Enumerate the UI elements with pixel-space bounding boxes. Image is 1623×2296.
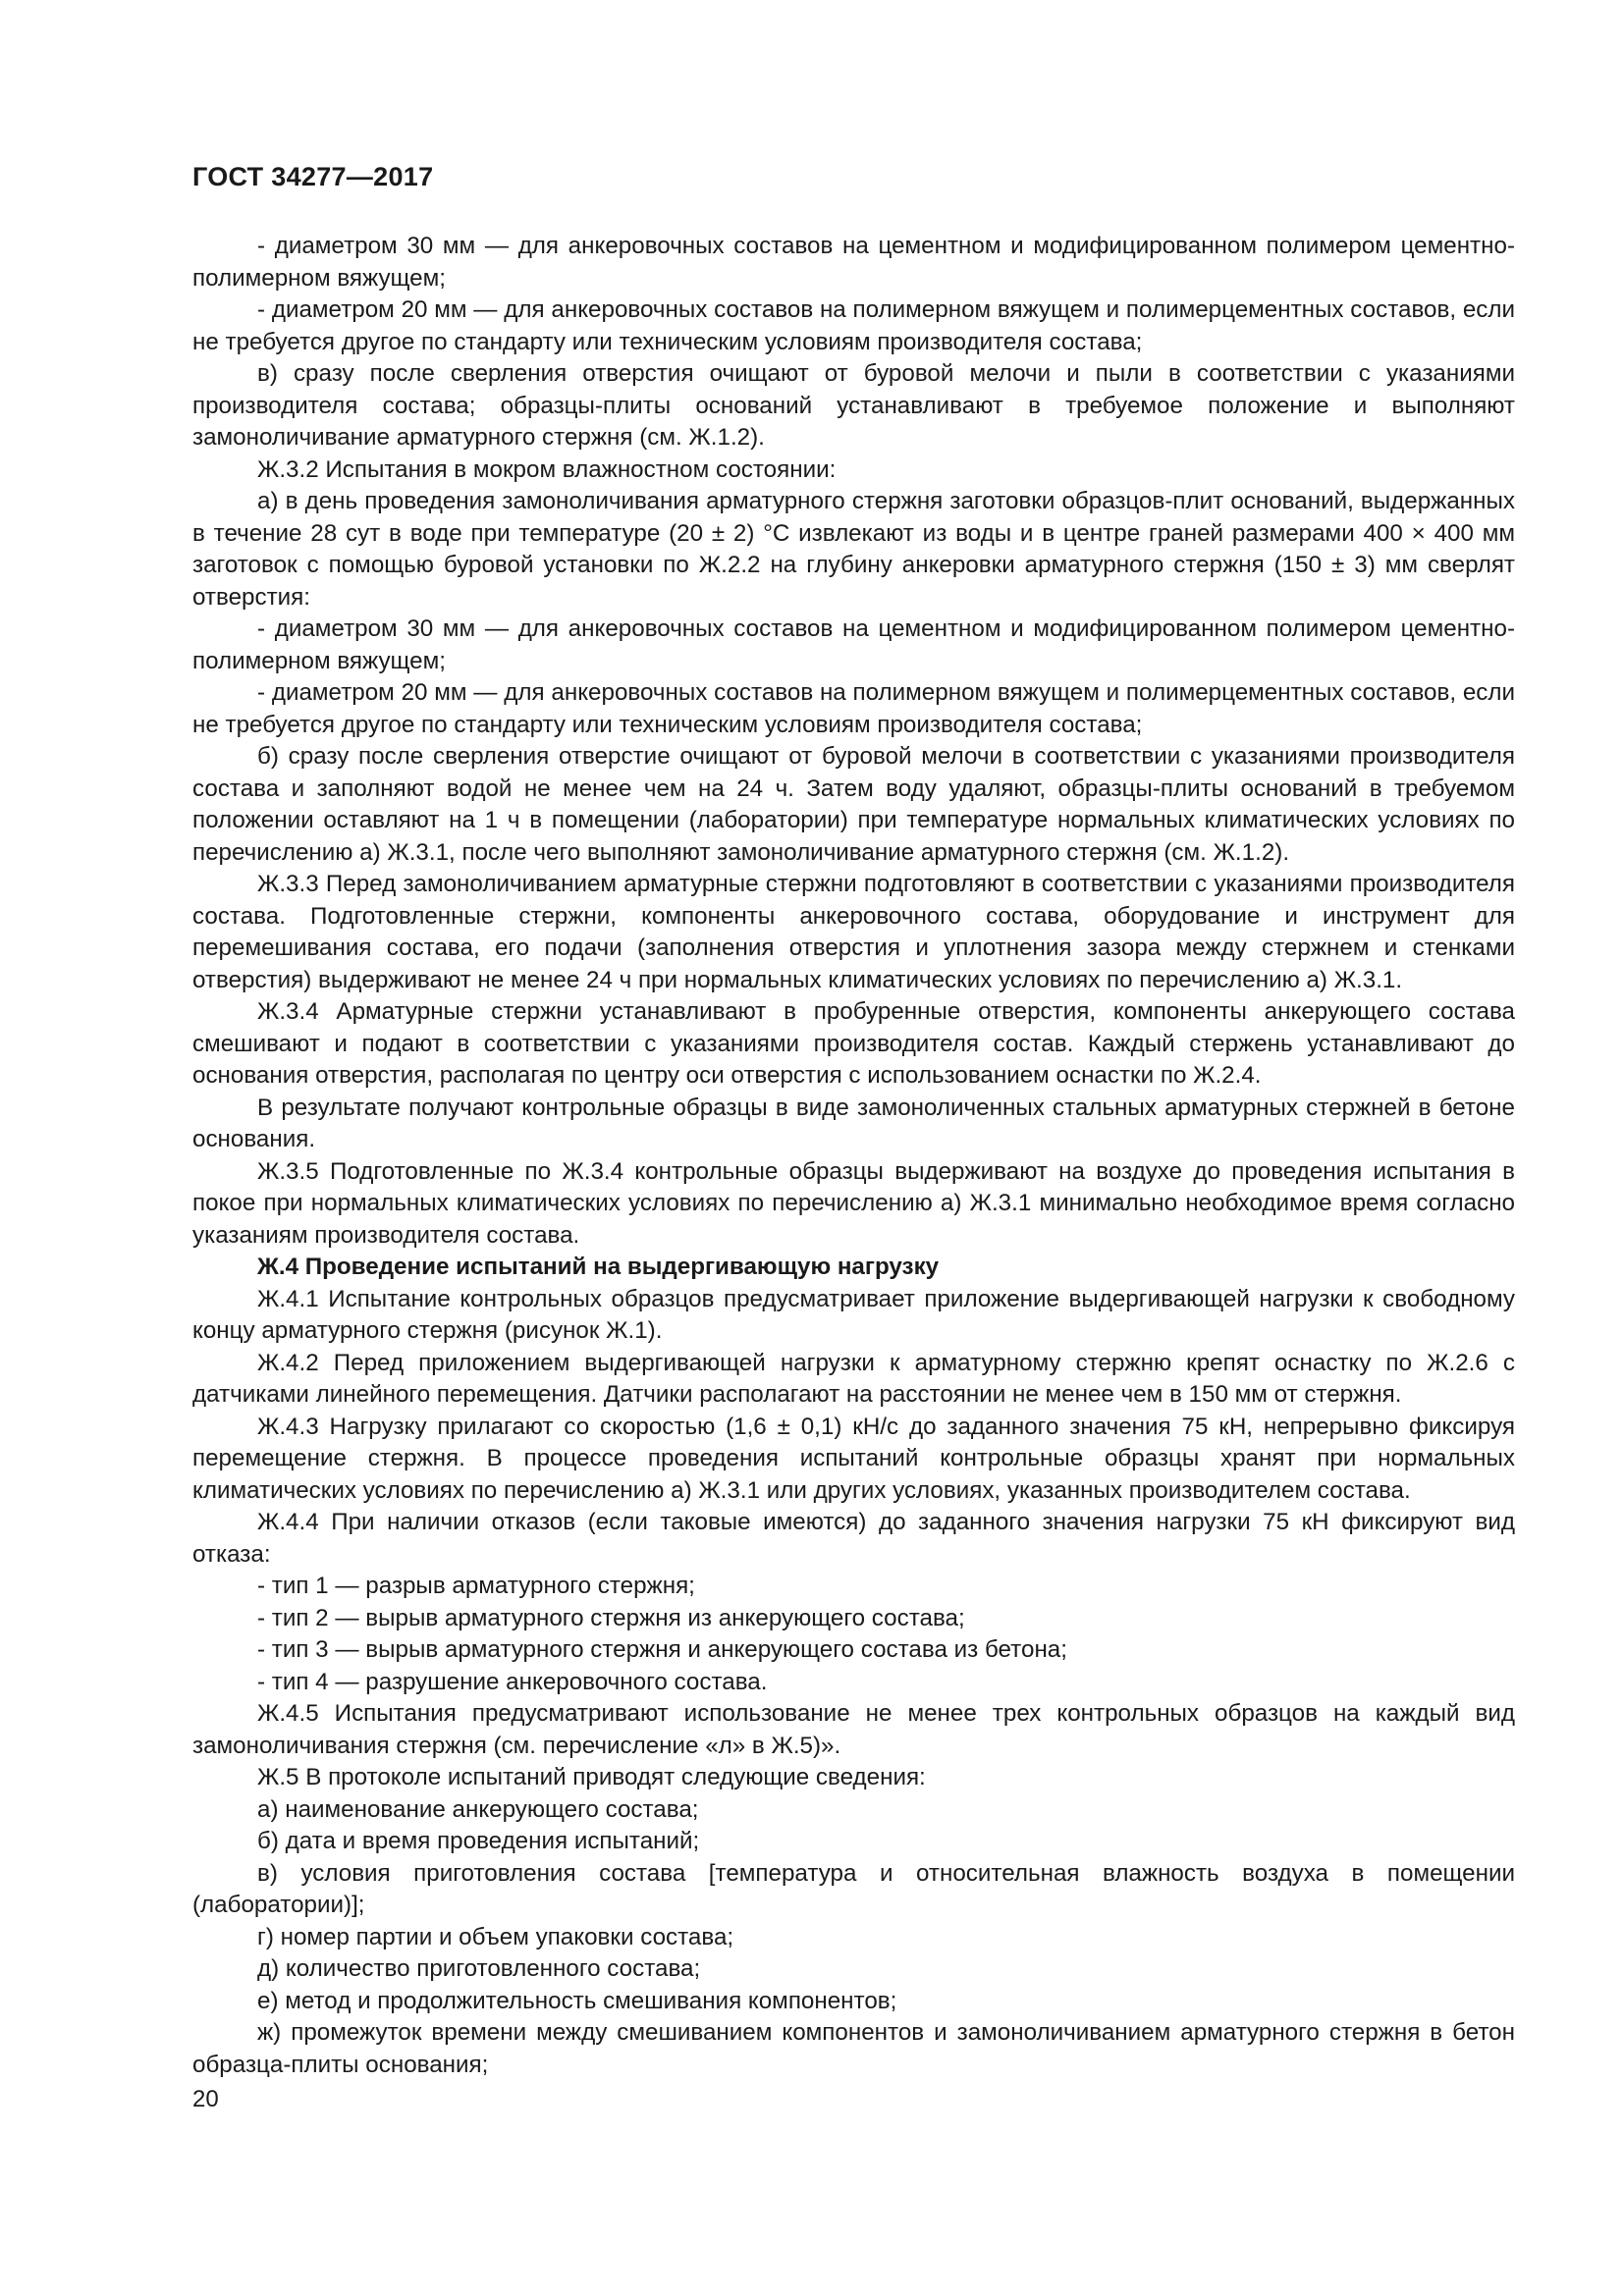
list-item: - тип 3 — вырыв арматурного стержня и анкерующего состава из бетона;: [257, 1636, 1067, 1663]
paragraph: В результате получают контрольные образцы в виде замоноличенных стальных арматурных стержней в бетоне основания.: [192, 1094, 1515, 1152]
list-item: г) номер партии и объем упаковки состава;: [257, 1923, 734, 1950]
paragraph: Ж.4.1 Испытание контрольных образцов предусматривает приложение выдергивающей нагрузки к свободному концу арматурного стержня (рисунок Ж.1).: [192, 1285, 1515, 1344]
list-item: - тип 1 — разрыв арматурного стержня;: [257, 1573, 695, 1599]
list-item: в) условия приготовления состава [температура и относительная влажность воздуха в помещении (лаборатории)];: [192, 1859, 1515, 1918]
section-heading: Ж.3.2 Испытания в мокром влажностном состоянии:: [257, 455, 837, 483]
paragraph: в) сразу после сверления отверстия очищают от буровой мелочи и пыли в соответствии с указаниями производителя состава; образцы-плиты оснований устанавливают в требуемое положение и выполняют замоноличивание арматурного стержня (см. Ж.1.2).: [192, 360, 1515, 451]
paragraph: - диаметром 20 мм — для анкеровочных составов на полимерном вяжущем и полимерцементных составов, если не требуется другое по стандарту или техническим условиям производителя состава;: [192, 296, 1515, 355]
paragraph: Ж.5 В протоколе испытаний приводят следующие сведения:: [257, 1764, 926, 1790]
paragraph: Ж.4.4 При наличии отказов (если таковые имеются) до заданного значения нагрузки 75 кН фиксируют вид отказа:: [192, 1509, 1515, 1568]
list-item: - тип 2 — вырыв арматурного стержня из анкерующего состава;: [257, 1604, 965, 1631]
paragraph: - диаметром 20 мм — для анкеровочных составов на полимерном вяжущем и полимерцементных составов, если не требуется другое по стандарту или техническим условиям производителя состава;: [192, 679, 1515, 738]
list-item: а) наименование анкерующего состава;: [257, 1795, 699, 1823]
document-body: [192, 231, 1515, 2081]
document-header: ГОСТ 34277—2017: [192, 162, 434, 191]
section-heading: Ж.4 Проведение испытаний на выдергивающую нагрузку: [257, 1254, 940, 1280]
paragraph: Ж.4.2 Перед приложением выдергивающей нагрузки к арматурному стержню крепят оснастку по Ж.2.6 с датчиками линейного перемещения. Датчики располагают на расстоянии не менее чем в 150 мм от стержня.: [192, 1349, 1515, 1408]
paragraph: Ж.3.3 Перед замоноличиванием арматурные стержни подготовляют в соответствии с указаниями производителя состава. Подготовленные стержни, компоненты анкеровочного состава, оборудование и инструмент для перемешивания состава, его подачи (заполнения отверстия и уплотнения зазора между стержнем и стенками отверстия) выдерживают не менее 24 ч при нормальных климатических условиях по перечислению а) Ж.3.1.: [192, 871, 1515, 993]
page-number: 20: [192, 2086, 219, 2112]
paragraph: Ж.4.3 Нагрузку прилагают со скоростью (1,6 ± 0,1) кН/с до заданного значения 75 кН, непрерывно фиксируя перемещение стержня. В процессе проведения испытаний контрольные образцы хранят при нормальных климатических условиях по перечислению а) Ж.3.1 или других условиях, указанных производителем состава.: [192, 1413, 1515, 1504]
list-item: - тип 4 — разрушение анкеровочного состава.: [257, 1668, 768, 1695]
list-item: б) дата и время проведения испытаний;: [257, 1828, 700, 1854]
paragraph: Ж.3.5 Подготовленные по Ж.3.4 контрольные образцы выдерживают на воздухе до проведения испытания в покое при нормальных климатических условиях по перечислению а) Ж.3.1 минимально необходимое время согласно указаниям производителя состава.: [192, 1157, 1515, 1249]
paragraph: б) сразу после сверления отверстие очищают от буровой мелочи в соответствии с указаниями производителя состава и заполняют водой не менее чем на 24 ч. Затем воду удаляют, образцы-плиты оснований в требуемом положении оставляют на 1 ч в помещении (лаборатории) при температуре нормальных климатических условиях по перечислению а) Ж.3.1, после чего выполняют замоноличивание арматурного стержня (см. Ж.1.2).: [192, 743, 1515, 866]
paragraph: - диаметром 30 мм — для анкеровочных составов на цементном и модифицированном полимером цементно-полимерном вяжущем;: [192, 233, 1515, 292]
paragraph: Ж.4.5 Испытания предусматривают использование не менее трех контрольных образцов на каждый вид замоноличивания стержня (см. перечисление «л» в Ж.5)».: [192, 1700, 1515, 1759]
list-item: ж) промежуток времени между смешиванием компонентов и замоноличиванием арматурного стержня в бетон образца-плиты основания;: [192, 2019, 1515, 2078]
list-item: д) количество приготовленного состава;: [257, 1955, 701, 1982]
paragraph: а) в день проведения замоноличивания арматурного стержня заготовки образцов-плит оснований, выдержанных в течение 28 сут в воде при температуре (20 ± 2) °С извлекают из воды и в центре граней размерами 400 × 400 мм заготовок с помощью буровой установки по Ж.2.2 на глубину анкеровки арматурного стержня (150 ± 3) мм сверлят отверстия:: [192, 488, 1515, 611]
list-item: е) метод и продолжительность смешивания компонентов;: [257, 1987, 897, 2014]
paragraph: Ж.3.4 Арматурные стержни устанавливают в пробуренные отверстия, компоненты анкерующего состава смешивают и подают в соответствии с указаниями производителя состав. Каждый стержень устанавливают до основания отверстия, располагая по центру оси отверстия с использованием оснастки по Ж.2.4.: [192, 998, 1515, 1089]
paragraph: - диаметром 30 мм — для анкеровочных составов на цементном и модифицированном полимером цементно-полимерном вяжущем;: [192, 615, 1515, 674]
